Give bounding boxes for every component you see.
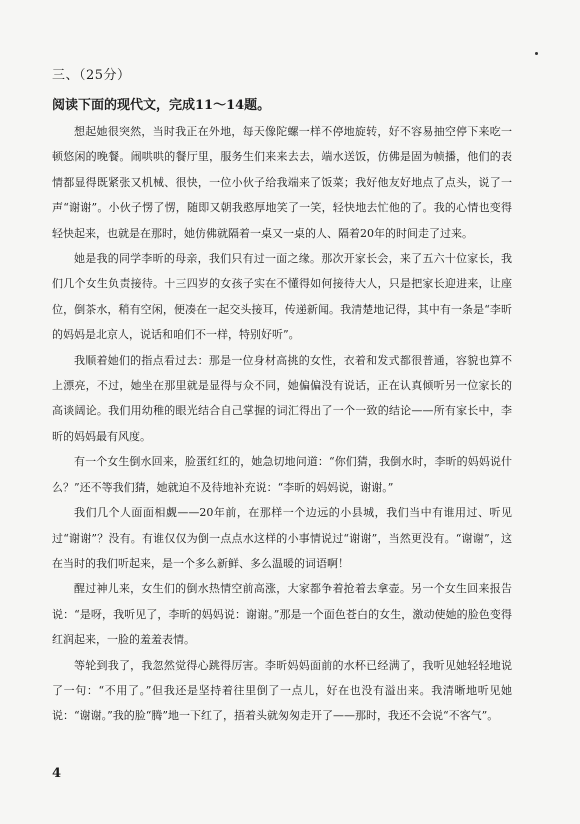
passage-paragraph: 我们几个人面面相觑——20年前，在那样一个边远的小县城，我们当中有谁用过、听见过“谢谢”？没有。有谁仅仅为倒一点点水这样的小事情说过“谢谢”，当然更没有。“谢谢”，这在当时的我们听起来，是一个多么新鲜、多么温暖的词语啊！	[52, 506, 512, 570]
passage-paragraph: 想起她很突然，当时我正在外地，每天像陀螺一样不停地旋转，好不容易抽空停下来吃一顿悠闲的晚餐。闹哄哄的餐厅里，服务生们来来去去，端水送饭，仿佛是固为帧播，他们的表情都显得既紧张又机械、很快，一位小伙子给我端来了饭菜；我好他友好地点了点头，说了一声“谢谢”。小伙子愣了愣，随即又朝我憨厚地笑了一笑，轻快地去忙他的了。我的心情也变得轻快起来，也就是在那时，她仿佛就隔着一桌又一桌的人、隔着20年的时间走了过来。	[52, 125, 512, 240]
scan-speck	[535, 52, 538, 55]
passage-paragraph: 有一个女生倒水回来，脸蛋红红的，她急切地问道：“你们猜，我倒水时，李昕的妈妈说什么？”还不等我们猜，她就迫不及待地补充说：“李昕的妈妈说，谢谢。”	[52, 455, 512, 494]
passage-paragraph: 等轮到我了，我忽然觉得心跳得厉害。李昕妈妈面前的水杯已经满了，我听见她轻轻地说了一句：“不用了。”但我还是坚持着往里倒了一点儿，好在也没有溢出来。我清晰地听见她说：“谢谢。”我的脸“腾”地一下红了，捂着头就匆匆走开了——那时，我还不会说“不客气”。	[52, 658, 512, 723]
page-number: 4	[52, 766, 62, 781]
passage-paragraph: 我顺着她们的指点看过去：那是一位身材高挑的女性，衣着和发式都很普通，容貌也算不上漂亮，不过，她坐在那里就是显得与众不同，她偏偏没有说话，正在认真倾听另一位家长的高谈阔论。我们用幼稚的眼光结合自己掌握的词汇得出了一个一致的结论——所有家长中，李昕的妈妈最有风度。	[52, 353, 512, 443]
passage-paragraph: 她是我的同学李昕的母亲，我们只有过一面之缘。那次开家长会，来了五六十位家长，我们几个女生负责接待。十三四岁的女孩子实在不懂得如何接待大人，只是把家长迎进来，让座位，倒茶水，稍有空闲，便凑在一起交头接耳，传递新闻。我清楚地记得，其中有一条是“李昕的妈妈是北京人，说话和咱们不一样，特别好听”。	[52, 252, 512, 342]
section-heading: 三、（25分）	[52, 68, 131, 83]
reading-passage	[52, 119, 512, 729]
reading-instruction: 阅读下面的现代文，完成11～14题。	[52, 98, 271, 113]
passage-paragraph: 醒过神儿来，女生们的倒水热情空前高涨，大家都争着抢着去拿壶。另一个女生回来报告说：“是呀，我听见了，李昕的妈妈说：谢谢。”那是一个面色苍白的女生，激动使她的脸色变得红润起来，一脸的羞羞表情。	[52, 582, 512, 647]
